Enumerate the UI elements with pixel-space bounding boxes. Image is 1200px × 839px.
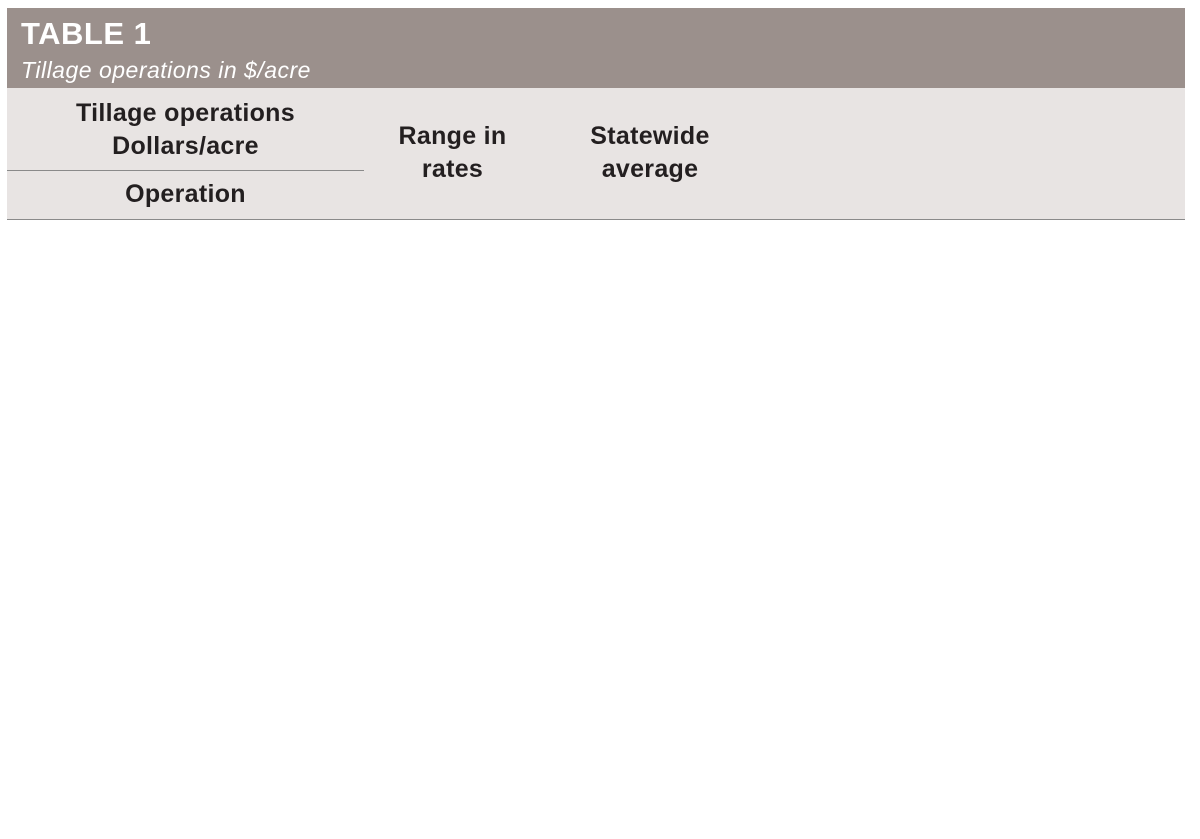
header-divider-left [7,170,364,171]
header-tillage-operations: Tillage operations Dollars/acre [76,99,295,160]
table-frame [7,8,1185,220]
table-subtitle: Tillage operations in $/acre [21,57,311,83]
table-title: TABLE 1 [21,16,152,51]
header-statewide: Statewide average [590,122,710,183]
header-range: Range in rates [398,122,507,183]
table-header [7,88,1185,220]
header-operation: Operation [125,180,246,208]
table-title-bar [7,8,1185,88]
